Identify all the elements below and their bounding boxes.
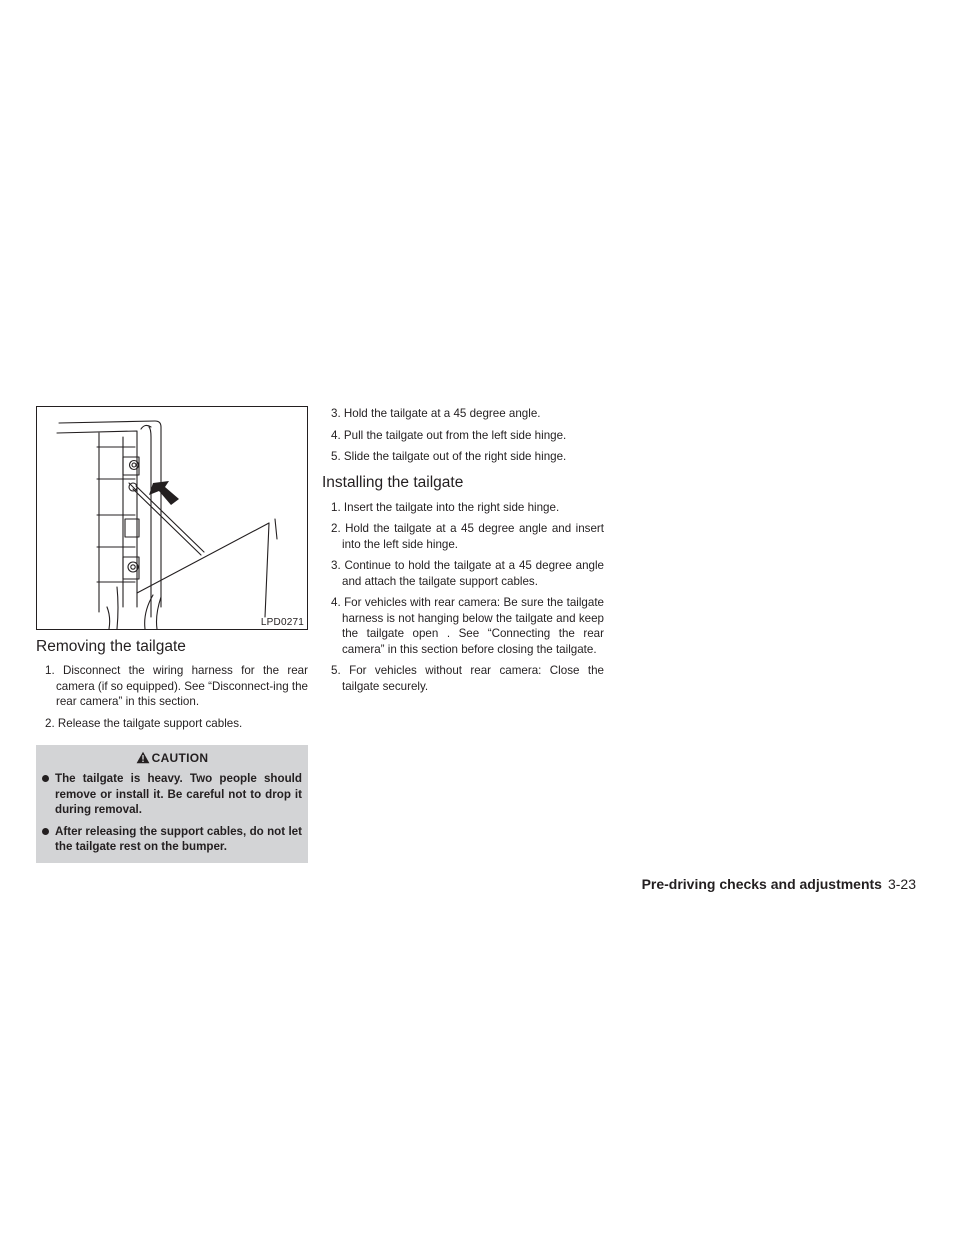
page-number: 3-23 — [887, 876, 916, 892]
arrow-icon — [149, 481, 179, 505]
list-item: 2. Release the tailgate support cables. — [45, 716, 243, 730]
left-column — [36, 406, 308, 863]
page-footer — [642, 876, 916, 892]
footer-section-title: Pre-driving checks and adjustments — [641, 876, 882, 892]
list-item: 3. Hold the tailgate at a 45 degree angle. — [331, 407, 541, 420]
bullet-icon — [42, 828, 49, 835]
right-column — [322, 406, 604, 700]
list-item: 1. Disconnect the wiring harness for the rear camera (if so equipped). See “Disconnect-ing the rear camera” in this section. — [45, 664, 308, 708]
list-item: 4. Pull the tailgate out from the left side hinge. — [331, 428, 567, 442]
hinge-drawing — [37, 407, 307, 629]
list-item: 2. Hold the tailgate at a 45 degree angle and insert into the left side hinge. — [331, 522, 604, 551]
caution-title: CAUTION — [151, 751, 209, 765]
caution-header — [42, 751, 302, 765]
section-heading-installing: Installing the tailgate — [322, 473, 464, 491]
list-item: 3. Continue to hold the tailgate at a 45 degree angle and attach the tailgate support cables. — [331, 559, 604, 588]
caution-box — [36, 745, 308, 863]
tailgate-hinge-illustration — [36, 406, 308, 630]
list-item: After releasing the support cables, do not let the tailgate rest on the bumper. — [42, 824, 302, 855]
figure-code: LPD0271 — [260, 617, 304, 628]
section-heading-removing: Removing the tailgate — [36, 638, 186, 655]
warning-icon — [136, 751, 150, 764]
list-item: 4. For vehicles with rear camera: Be sure the tailgate harness is not hanging below the tailgate and keep the tailgate open . See “Connecting the rear camera” in this section before closing the tailgate. — [331, 596, 604, 656]
caution-list — [42, 771, 302, 855]
list-item: The tailgate is heavy. Two people should remove or install it. Be careful not to drop it during removal. — [42, 771, 302, 818]
installing-steps-list — [322, 500, 604, 695]
list-item: 5. For vehicles without rear camera: Close the tailgate securely. — [331, 664, 604, 693]
bullet-icon — [42, 775, 49, 782]
removing-steps-continued — [322, 406, 604, 465]
list-item: 1. Insert the tailgate into the right side hinge. — [331, 500, 560, 514]
list-item: 5. Slide the tailgate out of the right side hinge. — [331, 450, 567, 463]
removing-steps-list — [36, 663, 308, 731]
